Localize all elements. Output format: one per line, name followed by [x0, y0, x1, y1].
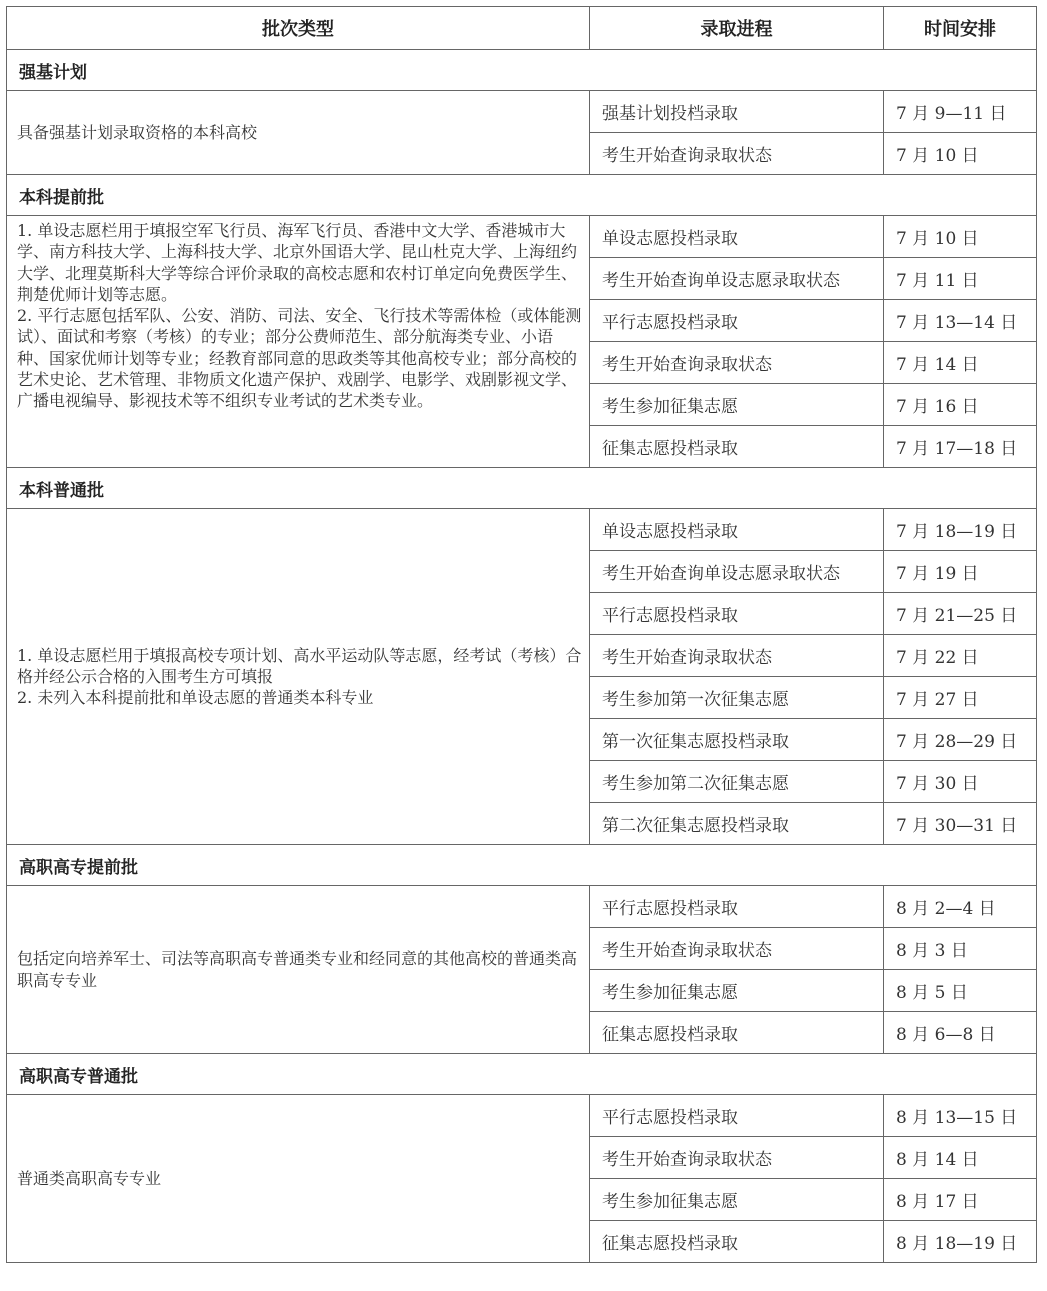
- schedule-date: 7 月 11 日: [884, 258, 1037, 300]
- table-row: [7, 509, 1037, 551]
- description-paragraph: 普通类高职高专专业: [17, 1168, 162, 1188]
- schedule-date: 7 月 30—31 日: [884, 803, 1037, 845]
- schedule-date: 8 月 17 日: [884, 1179, 1037, 1221]
- section-title: 高职高专提前批: [7, 845, 1037, 886]
- schedule-date: 7 月 28—29 日: [884, 719, 1037, 761]
- header-row: [7, 7, 1037, 50]
- description-paragraph: 2. 未列入本科提前批和单设志愿的普通类本科专业: [17, 688, 374, 708]
- schedule-date: 8 月 6—8 日: [884, 1012, 1037, 1054]
- table-body: [7, 50, 1037, 1263]
- description-paragraph: 包括定向培养军士、司法等高职高专普通类专业和经同意的其他高校的普通类高职高专专业: [17, 949, 578, 990]
- admission-step: 征集志愿投档录取: [590, 1221, 884, 1263]
- header-admission-progress: 录取进程: [590, 7, 884, 50]
- description-paragraph: 具备强基计划录取资格的本科高校: [17, 122, 258, 142]
- admission-step: 平行志愿投档录取: [590, 886, 884, 928]
- admission-step: 平行志愿投档录取: [590, 593, 884, 635]
- schedule-date: 8 月 5 日: [884, 970, 1037, 1012]
- description-paragraph: 1. 单设志愿栏用于填报高校专项计划、高水平运动队等志愿，经考试（考核）合格并经公示合格的入围考生方可填报: [17, 645, 582, 686]
- schedule-date: 7 月 19 日: [884, 551, 1037, 593]
- admission-step: 单设志愿投档录取: [590, 509, 884, 551]
- header-batch-type: 批次类型: [7, 7, 590, 50]
- admission-schedule-table: [6, 6, 1037, 1263]
- section-title: 本科普通批: [7, 468, 1037, 509]
- admission-step: 考生开始查询单设志愿录取状态: [590, 258, 884, 300]
- admission-step: 征集志愿投档录取: [590, 426, 884, 468]
- schedule-date: 8 月 14 日: [884, 1137, 1037, 1179]
- admission-step: 平行志愿投档录取: [590, 300, 884, 342]
- description-paragraph: 2. 平行志愿包括军队、公安、消防、司法、安全、飞行技术等需体检（或体能测试）、面试和考察（考核）的专业；部分公费师范生、部分航海类专业、小语种、国家优师计划等专业；经教育部同意的思政类等其他高校专业；部分高校的艺术史论、艺术管理、非物质文化遗产保护、戏剧学、电影学、戏剧影视文学、广播电视编导、影视技术等不组织专业考试的艺术类专业。: [17, 306, 582, 411]
- admission-step: 考生开始查询录取状态: [590, 928, 884, 970]
- schedule-date: 7 月 18—19 日: [884, 509, 1037, 551]
- schedule-date: 7 月 13—14 日: [884, 300, 1037, 342]
- schedule-date: 7 月 21—25 日: [884, 593, 1037, 635]
- schedule-date: 8 月 13—15 日: [884, 1095, 1037, 1137]
- description-paragraph: 1. 单设志愿栏用于填报空军飞行员、海军飞行员、香港中文大学、香港城市大学、南方科技大学、上海科技大学、北京外国语大学、昆山杜克大学、上海纽约大学、北理莫斯科大学等综合评价录取的高校志愿和农村订单定向免费医学生、荆楚优师计划等志愿。: [17, 221, 578, 304]
- schedule-date: 7 月 10 日: [884, 216, 1037, 258]
- admission-step: 征集志愿投档录取: [590, 1012, 884, 1054]
- table-row: [7, 1095, 1037, 1137]
- admission-step: 第二次征集志愿投档录取: [590, 803, 884, 845]
- schedule-date: 7 月 10 日: [884, 133, 1037, 175]
- section-header-row: [7, 50, 1037, 91]
- schedule-date: 7 月 30 日: [884, 761, 1037, 803]
- section-header-row: [7, 468, 1037, 509]
- header-schedule: 时间安排: [884, 7, 1037, 50]
- admission-step: 第一次征集志愿投档录取: [590, 719, 884, 761]
- admission-step: 考生开始查询录取状态: [590, 1137, 884, 1179]
- section-description: [7, 509, 590, 845]
- section-description: [7, 91, 590, 175]
- admission-step: 考生参加第二次征集志愿: [590, 761, 884, 803]
- schedule-date: 7 月 14 日: [884, 342, 1037, 384]
- admission-step: 考生开始查询录取状态: [590, 133, 884, 175]
- section-header-row: [7, 175, 1037, 216]
- section-title: 本科提前批: [7, 175, 1037, 216]
- section-header-row: [7, 845, 1037, 886]
- admission-step: 考生参加征集志愿: [590, 1179, 884, 1221]
- admission-step: 考生开始查询录取状态: [590, 342, 884, 384]
- table-row: [7, 886, 1037, 928]
- schedule-date: 7 月 17—18 日: [884, 426, 1037, 468]
- admission-step: 考生开始查询单设志愿录取状态: [590, 551, 884, 593]
- schedule-date: 8 月 2—4 日: [884, 886, 1037, 928]
- admission-step: 考生参加第一次征集志愿: [590, 677, 884, 719]
- schedule-date: 7 月 16 日: [884, 384, 1037, 426]
- admission-step: 考生参加征集志愿: [590, 970, 884, 1012]
- admission-step: 单设志愿投档录取: [590, 216, 884, 258]
- schedule-date: 7 月 27 日: [884, 677, 1037, 719]
- section-description: [7, 216, 590, 468]
- admission-step: 强基计划投档录取: [590, 91, 884, 133]
- schedule-date: 8 月 3 日: [884, 928, 1037, 970]
- admission-step: 考生开始查询录取状态: [590, 635, 884, 677]
- section-title: 强基计划: [7, 50, 1037, 91]
- table-row: [7, 91, 1037, 133]
- section-description: [7, 886, 590, 1054]
- schedule-date: 7 月 22 日: [884, 635, 1037, 677]
- schedule-date: 7 月 9—11 日: [884, 91, 1037, 133]
- admission-step: 平行志愿投档录取: [590, 1095, 884, 1137]
- section-title: 高职高专普通批: [7, 1054, 1037, 1095]
- section-header-row: [7, 1054, 1037, 1095]
- table-row: [7, 216, 1037, 258]
- schedule-date: 8 月 18—19 日: [884, 1221, 1037, 1263]
- section-description: [7, 1095, 590, 1263]
- admission-step: 考生参加征集志愿: [590, 384, 884, 426]
